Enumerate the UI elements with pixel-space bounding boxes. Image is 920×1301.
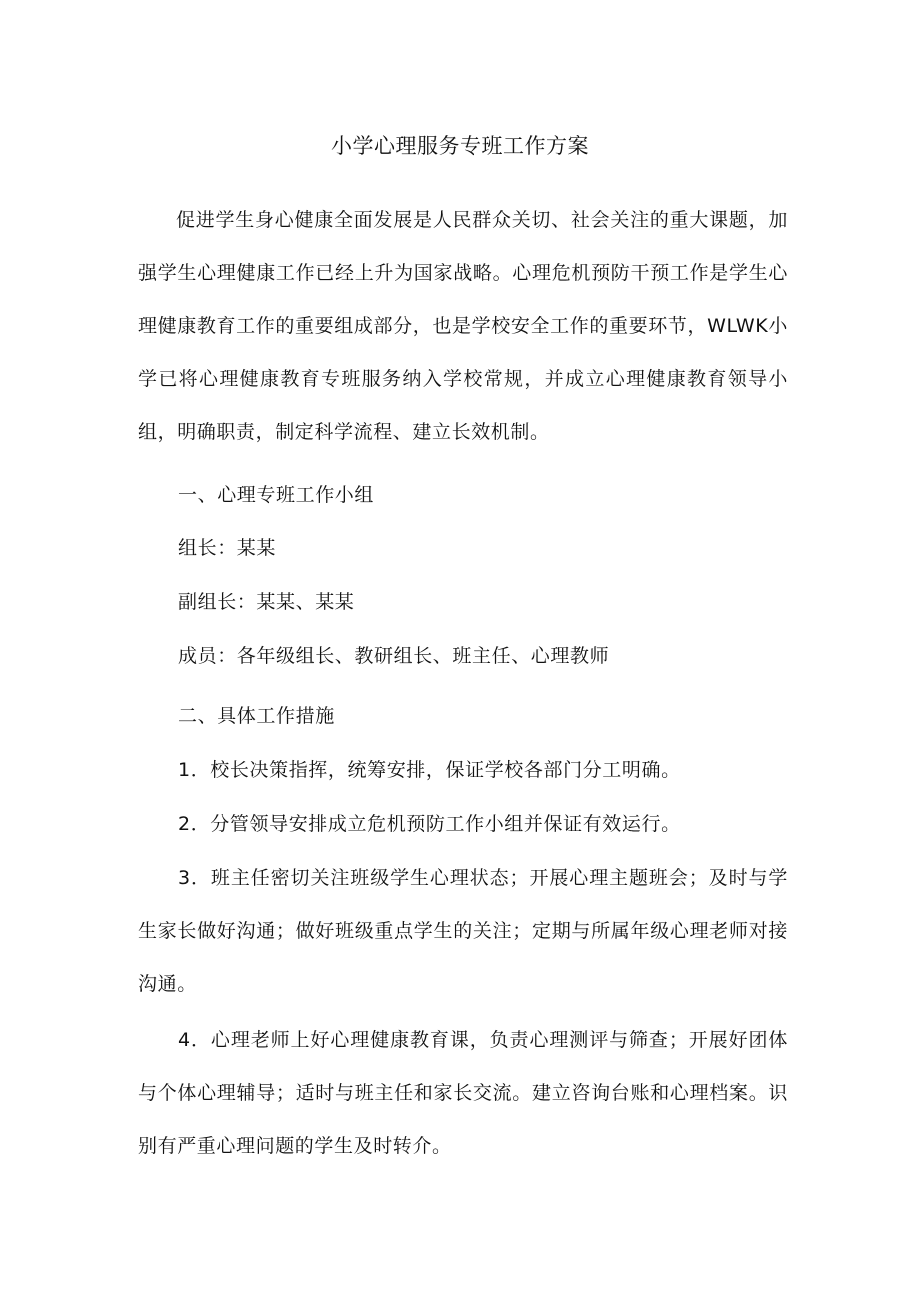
measure-item-4: 4．心理老师上好心理健康教育课，负责心理测评与筛查；开展好团体与个体心理辅导；适时与班主任和家长交流。建立咨询台账和心理档案。识别有严重心理问题的学生及时转介。 — [138, 1029, 788, 1157]
intro-paragraph: 促进学生身心健康全面发展是人民群众关切、社会关注的重大课题，加强学生心理健康工作已经上升为国家战略。心理危机预防干预工作是学生心理健康教育工作的重要组成部分，也是学校安全工作的重要环节，WLWK小学已将心理健康教育专班服务纳入学校常规，并成立心理健康教育领导小组，明确职责，制定科学流程、建立长效机制。 — [138, 209, 788, 443]
measure-item-2: 2．分管领导安排成立危机预防工作小组并保证有效运行。 — [178, 813, 681, 835]
section2-heading: 二、具体工作措施 — [178, 705, 335, 727]
section1-heading: 一、心理专班工作小组 — [178, 484, 375, 506]
group-members: 成员：各年级组长、教研组长、班主任、心理教师 — [178, 645, 610, 667]
measure-item-3: 3．班主任密切关注班级学生心理状态；开展心理主题班会；及时与学生家长做好沟通；做好班级重点学生的关注；定期与所属年级心理老师对接沟通。 — [138, 867, 788, 995]
group-leader: 组长：某某 — [178, 537, 277, 559]
measure-item-1: 1．校长决策指挥，统筹安排，保证学校各部门分工明确。 — [178, 759, 681, 781]
document-title: 小学心理服务专班工作方案 — [331, 134, 589, 158]
deputy-leader: 副组长：某某、某某 — [178, 591, 355, 613]
